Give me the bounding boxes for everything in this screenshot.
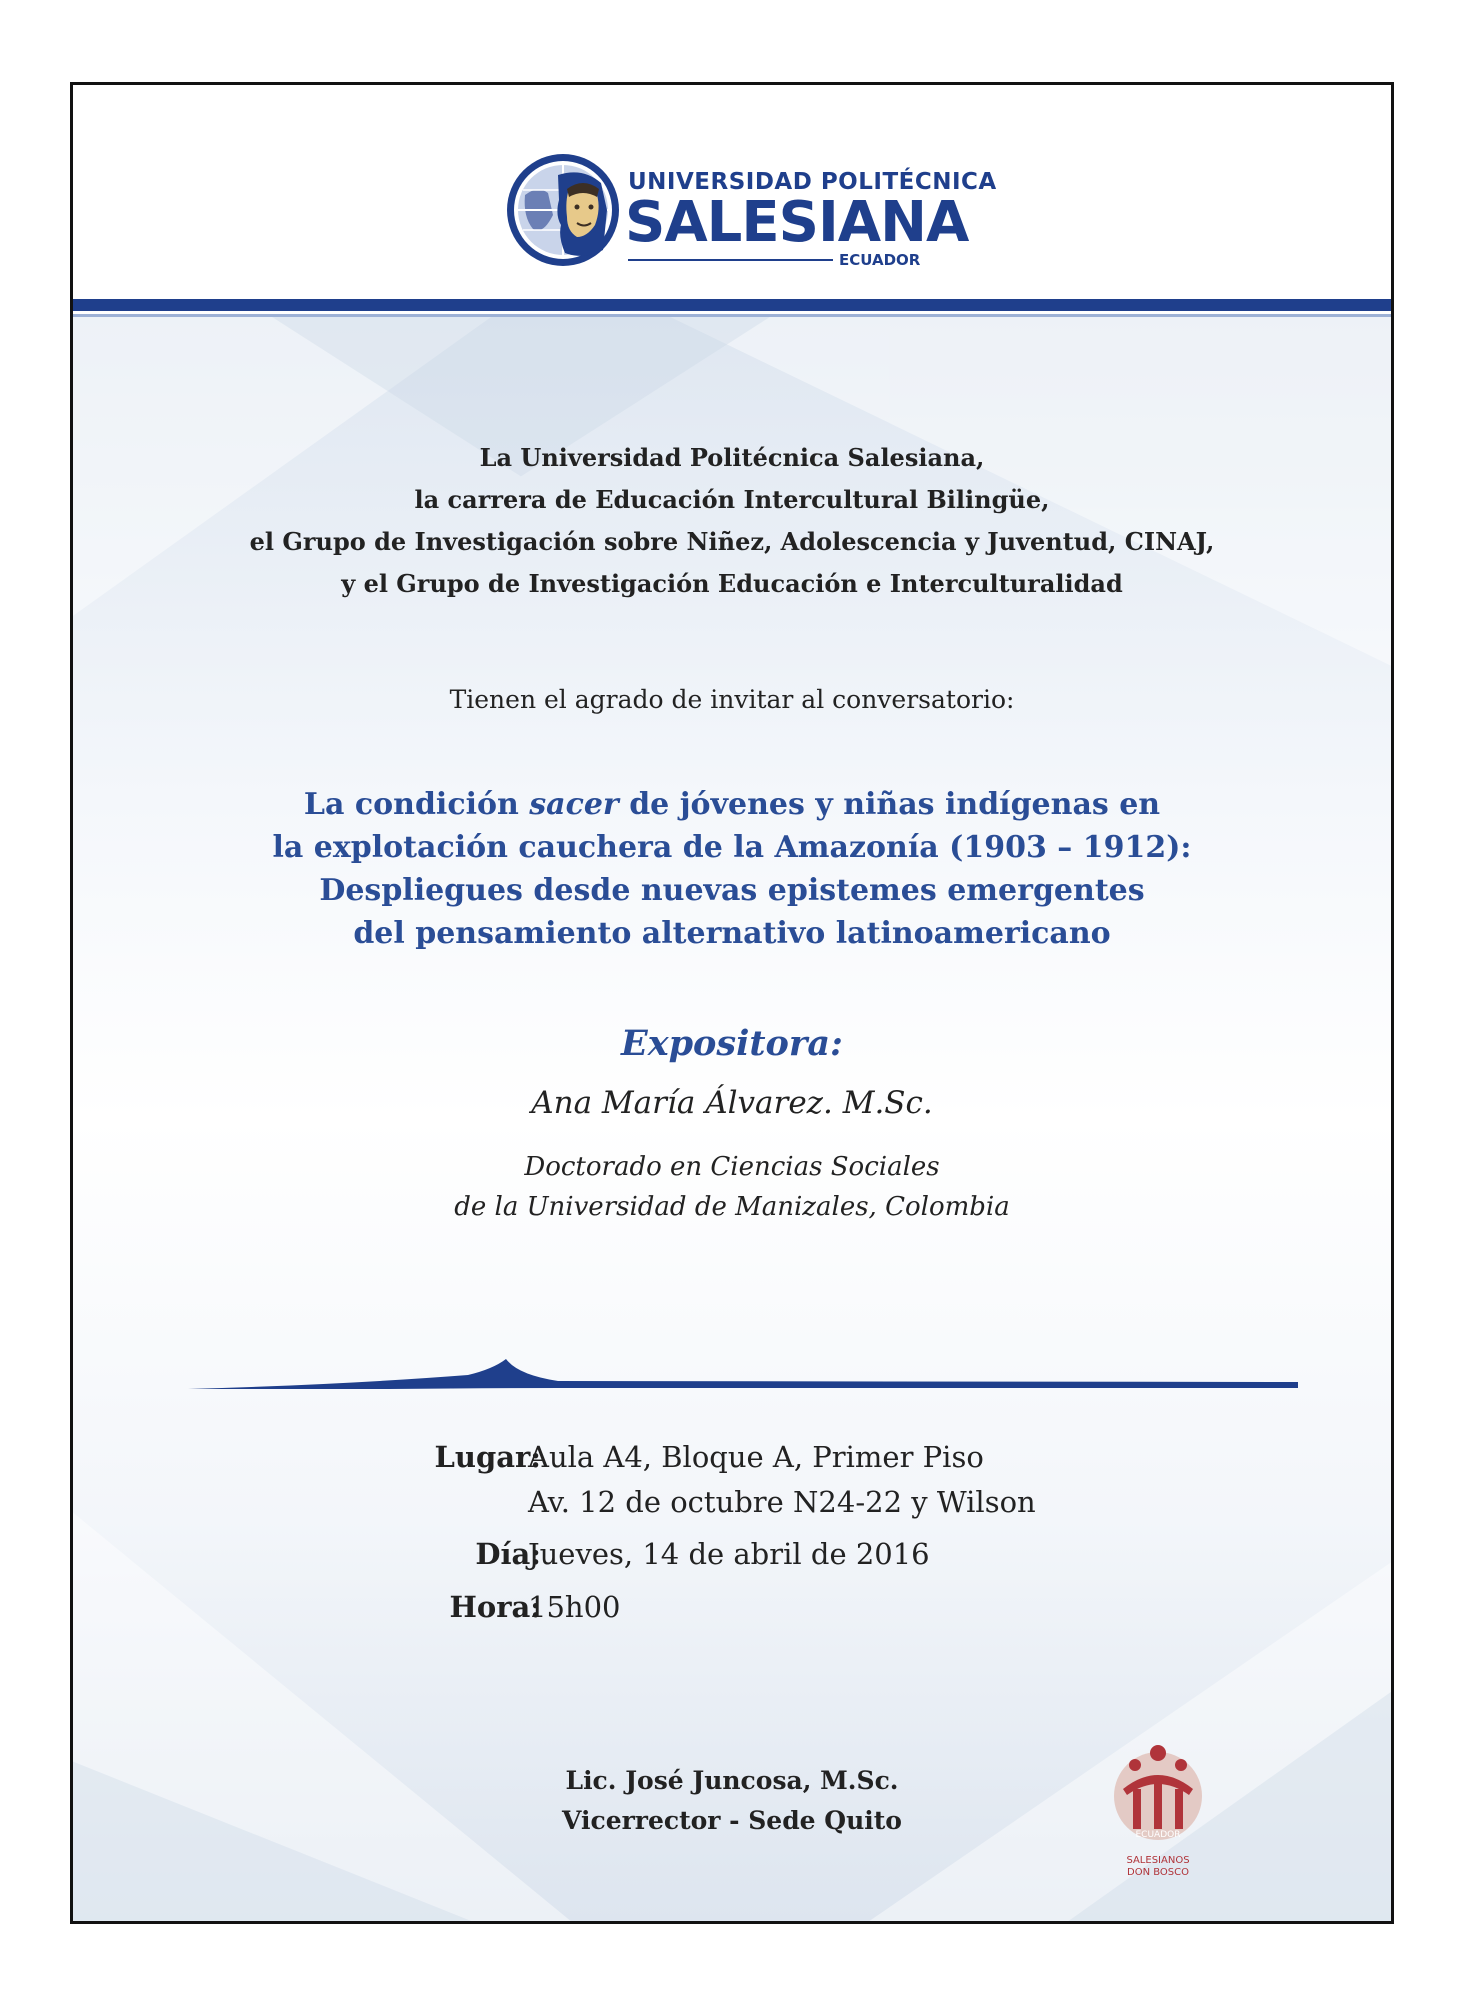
sdb-country-label: ECUADOR bbox=[1135, 1830, 1181, 1840]
time-label: Hora: bbox=[449, 1590, 541, 1624]
globe-portrait-icon bbox=[503, 145, 623, 275]
speaker-degree bbox=[73, 1147, 1391, 1227]
place-value-line2: Av. 12 de octubre N24-22 y Wilson bbox=[528, 1485, 1036, 1519]
organizer-line: La Universidad Politécnica Salesiana, bbox=[479, 443, 985, 472]
sdb-name-line1: SALESIANOS bbox=[1126, 1855, 1190, 1866]
logo-university-label: UNIVERSIDAD POLITÉCNICA bbox=[628, 169, 997, 195]
organizer-line: y el Grupo de Investigación Educación e Interculturalidad bbox=[341, 569, 1123, 598]
signature-name: Lic. José Juncosa, M.Sc. bbox=[565, 1766, 899, 1795]
place-label: Lugar: bbox=[434, 1440, 541, 1474]
talk-title-pre: La condición bbox=[303, 787, 530, 822]
salesianos-don-bosco-logo bbox=[1103, 1741, 1213, 1891]
organizers-block bbox=[73, 437, 1391, 605]
speaker-label: Expositora: bbox=[621, 1023, 843, 1064]
talk-title-post: de jóvenes y niñas indígenas en bbox=[618, 787, 1161, 822]
day-value: Jueves, 14 de abril de 2016 bbox=[528, 1537, 930, 1571]
place-value-line1: Aula A4, Bloque A, Primer Piso bbox=[528, 1440, 984, 1474]
talk-title-line: del pensamiento alternativo latinoamericano bbox=[353, 916, 1111, 951]
day-label: Día: bbox=[475, 1537, 541, 1571]
signature-role: Vicerrector - Sede Quito bbox=[562, 1806, 902, 1835]
organizer-line: el Grupo de Investigación sobre Niñez, Adolescencia y Juventud, CINAJ, bbox=[249, 527, 1215, 556]
speaker-degree-line: Doctorado en Ciencias Sociales bbox=[524, 1152, 940, 1182]
sdb-name-line2: DON BOSCO bbox=[1127, 1867, 1189, 1878]
header bbox=[73, 85, 1391, 297]
organizer-line: la carrera de Educación Intercultural Bilingüe, bbox=[414, 485, 1050, 514]
logo-divider bbox=[628, 259, 833, 261]
talk-title-line: la explotación cauchera de la Amazonía (1903 – 1912): bbox=[272, 830, 1192, 865]
speaker-degree-line: de la Universidad de Manizales, Colombia bbox=[454, 1192, 1010, 1222]
logo-country-label: ECUADOR bbox=[839, 251, 921, 269]
time-value: 15h00 bbox=[528, 1590, 621, 1624]
swoosh-divider bbox=[188, 1353, 1298, 1393]
ups-logo bbox=[503, 145, 997, 275]
talk-title bbox=[73, 783, 1391, 955]
logo-salesiana-label: SALESIANA bbox=[625, 190, 969, 255]
talk-title-line: Despliegues desde nuevas epistemes emergentes bbox=[319, 873, 1145, 908]
header-blue-bar bbox=[73, 299, 1391, 311]
talk-title-italic: sacer bbox=[529, 787, 619, 822]
invite-text: Tienen el agrado de invitar al conversatorio: bbox=[449, 685, 1015, 714]
talk-title-line bbox=[73, 783, 1391, 826]
speaker-name: Ana María Álvarez. M.Sc. bbox=[531, 1085, 933, 1121]
invitation-frame bbox=[70, 82, 1394, 1924]
